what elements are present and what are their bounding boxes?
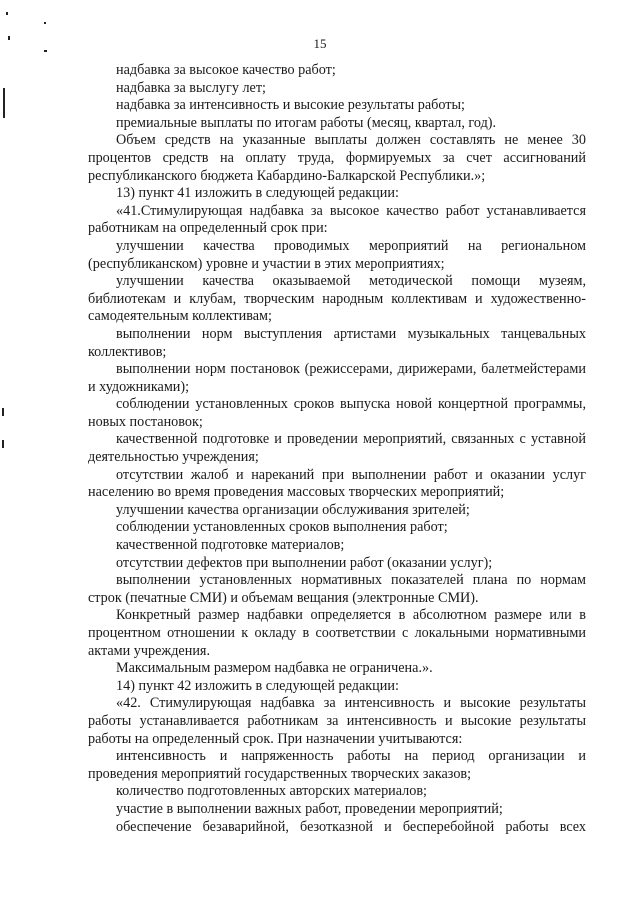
paragraph: выполнении норм постановок (режиссерами, дирижерами, балетмейстерами и художниками); <box>88 361 586 395</box>
paragraph: Объем средств на указанные выплаты должен составлять не менее 30 процентов средств на оплату труда, формируемых за счет ассигнований республиканского бюджета Кабардино-Балкарской Республики.»; <box>88 132 586 184</box>
scan-mark <box>6 12 8 15</box>
paragraph: качественной подготовке материалов; <box>116 537 345 554</box>
paragraph: обеспечение безаварийной, безотказной и бесперебойной работы всех <box>116 818 586 835</box>
paragraph: соблюдении установленных сроков выпуска новой концертной программы, новых постановок; <box>88 396 586 430</box>
paragraph: 13) пункт 41 изложить в следующей редакции: <box>116 185 399 202</box>
scan-mark <box>2 408 4 416</box>
paragraph: интенсивность и напряженность работы на период организации и проведения мероприятий государственных творческих заказов; <box>88 748 586 782</box>
paragraph: улучшении качества проводимых мероприятий на региональном (республиканском) уровне и участии в этих мероприятиях; <box>88 237 586 272</box>
scan-mark <box>2 440 4 448</box>
paragraph: Максимальным размером надбавка не ограничена.». <box>116 660 433 677</box>
paragraph: отсутствии жалоб и нареканий при выполнении работ и оказании услуг населению во время проведения массовых творческих мероприятий; <box>88 466 586 501</box>
paragraph: отсутствии дефектов при выполнении работ (оказании услуг); <box>116 554 493 571</box>
paragraph: премиальные выплаты по итогам работы (месяц, квартал, год). <box>116 114 497 131</box>
page-number: 15 <box>313 36 327 51</box>
document-body <box>88 62 586 836</box>
paragraph: «42. Стимулирующая надбавка за интенсивность и высокие результаты работы устанавливается работникам за интенсивность и высокие результаты работы на определенный срок. При назначении учитываются: <box>88 695 586 747</box>
paragraph: улучшении качества оказываемой методической помощи музеям, библиотекам и клубам, творческим народным коллективам и художественно-самодеятельным коллективам; <box>88 273 586 325</box>
scan-mark <box>44 22 46 24</box>
paragraph: выполнении норм выступления артистами музыкальных танцевальных коллективов; <box>88 325 586 360</box>
paragraph: 14) пункт 42 изложить в следующей редакции: <box>116 677 399 694</box>
paragraph: выполнении установленных нормативных показателей плана по нормам строк (печатные СМИ) и объемам вещания (электронные СМИ). <box>88 572 586 606</box>
paragraph: надбавка за выслугу лет; <box>116 79 266 96</box>
paragraph: «41.Стимулирующая надбавка за высокое качество работ устанавливается работникам на определенный срок при: <box>88 202 586 237</box>
paragraph: соблюдении установленных сроков выполнения работ; <box>116 519 448 536</box>
paragraph: количество подготовленных авторских материалов; <box>116 783 427 800</box>
paragraph: надбавка за интенсивность и высокие результаты работы; <box>116 97 465 114</box>
paragraph: качественной подготовке и проведении мероприятий, связанных с уставной деятельностью учреждения; <box>88 431 586 466</box>
paragraph: Конкретный размер надбавки определяется в абсолютном размере или в процентном отношении к окладу в соответствии с локальными нормативными актами учреждения. <box>88 607 586 659</box>
paragraph: надбавка за высокое качество работ; <box>116 62 336 78</box>
scan-mark <box>3 88 5 118</box>
paragraph: улучшении качества организации обслуживания зрителей; <box>116 501 470 518</box>
paragraph: участие в выполнении важных работ, проведении мероприятий; <box>116 800 503 817</box>
